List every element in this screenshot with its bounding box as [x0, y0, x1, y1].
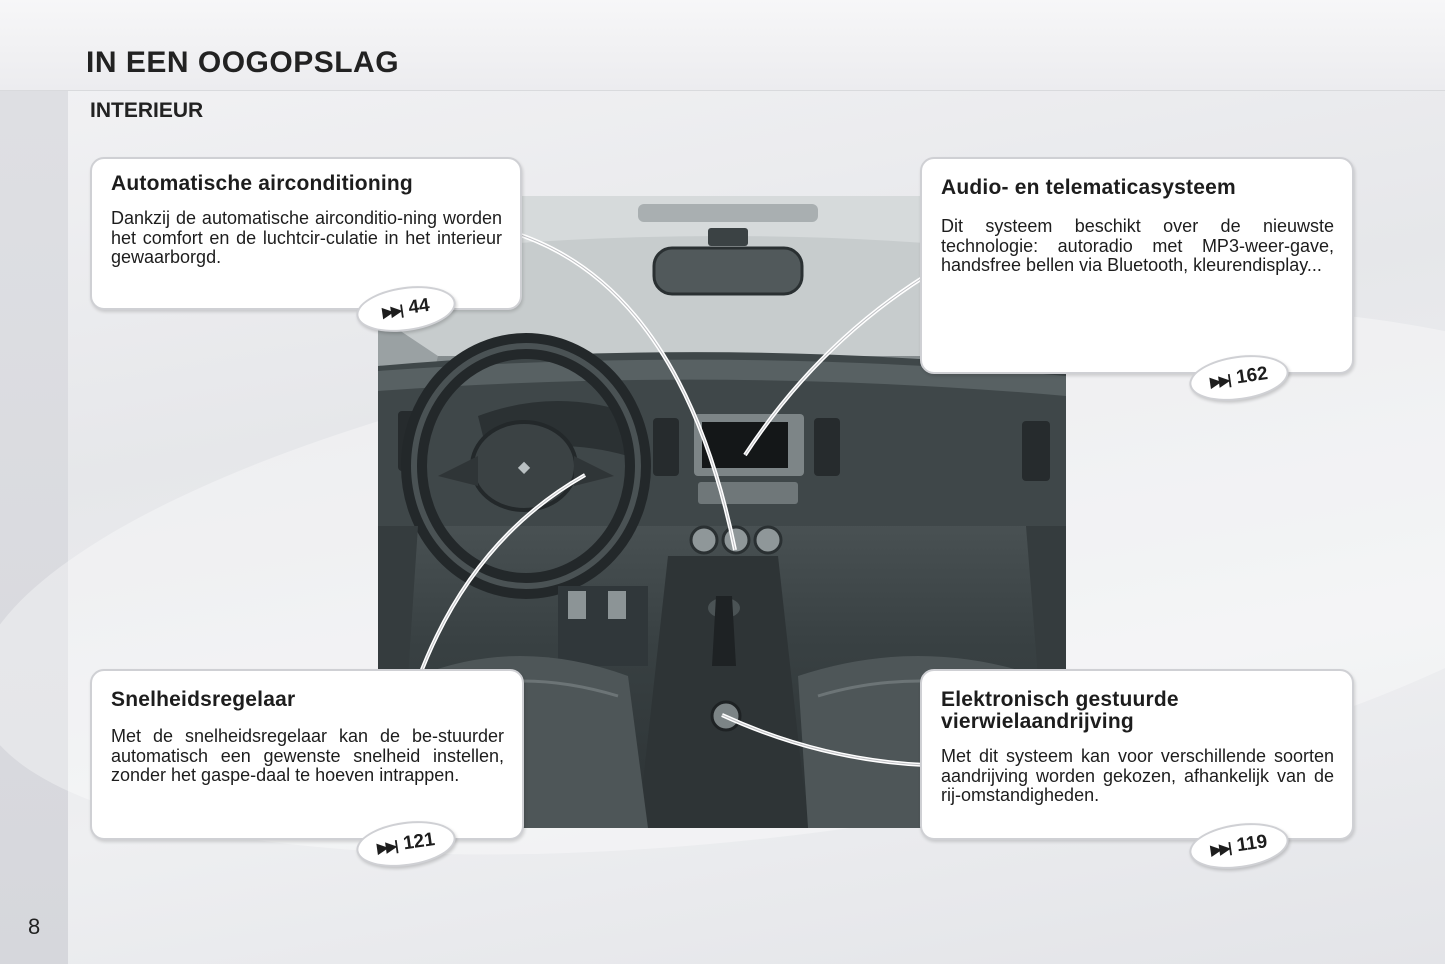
left-margin-strip: [0, 0, 69, 964]
callout-awd: [920, 669, 1354, 840]
callout-audio: [920, 157, 1354, 374]
page-number: 8: [28, 914, 41, 939]
skip-forward-icon: ▶▶|: [376, 836, 398, 856]
section-title: INTERIEUR: [90, 99, 204, 122]
callout-awd-text: Met dit systeem kan voor verschillende soorten aandrijving worden gekozen, afhankelijk van de rij-omstandigheden.: [941, 746, 1334, 805]
skip-forward-icon: ▶▶|: [1209, 838, 1232, 858]
page-ref-aircon-number: 44: [407, 294, 431, 319]
callout-audio-text: Dit systeem beschikt over de nieuwste technologie: autoradio met MP3-weer-gave, handsfree bellen via Bluetooth, kleurendisplay...: [941, 216, 1334, 275]
skip-forward-icon: ▶▶|: [1209, 370, 1231, 390]
page-title: IN EEN OOGOPSLAG: [86, 46, 400, 79]
callout-cruise-title: Snelheidsregelaar: [111, 688, 296, 711]
callout-audio-title: Audio- en telematicasysteem: [941, 176, 1236, 199]
callout-aircon-title: Automatische airconditioning: [111, 172, 413, 195]
callout-awd-title: Elektronisch gestuurde vierwielaandrijving: [941, 688, 1179, 733]
callout-aircon-text: Dankzij de automatische airconditio-ning worden het comfort en de luchtcir-culatie in het interieur gewaarborgd.: [111, 208, 502, 267]
page-ref-cruise-number: 121: [401, 829, 437, 855]
page-ref-awd-number: 119: [1235, 831, 1269, 857]
callout-cruise: [90, 669, 524, 840]
callout-aircon: [90, 157, 522, 310]
skip-forward-icon: ▶▶|: [381, 301, 403, 320]
callout-cruise-text: Met de snelheidsregelaar kan de be-stuurder automatisch een gewenste snelheid instellen, zonder het gaspe-daal te hoeven intrappen.: [111, 726, 504, 785]
svg-text:◆: ◆: [517, 459, 531, 476]
page-ref-audio-number: 162: [1234, 363, 1270, 389]
